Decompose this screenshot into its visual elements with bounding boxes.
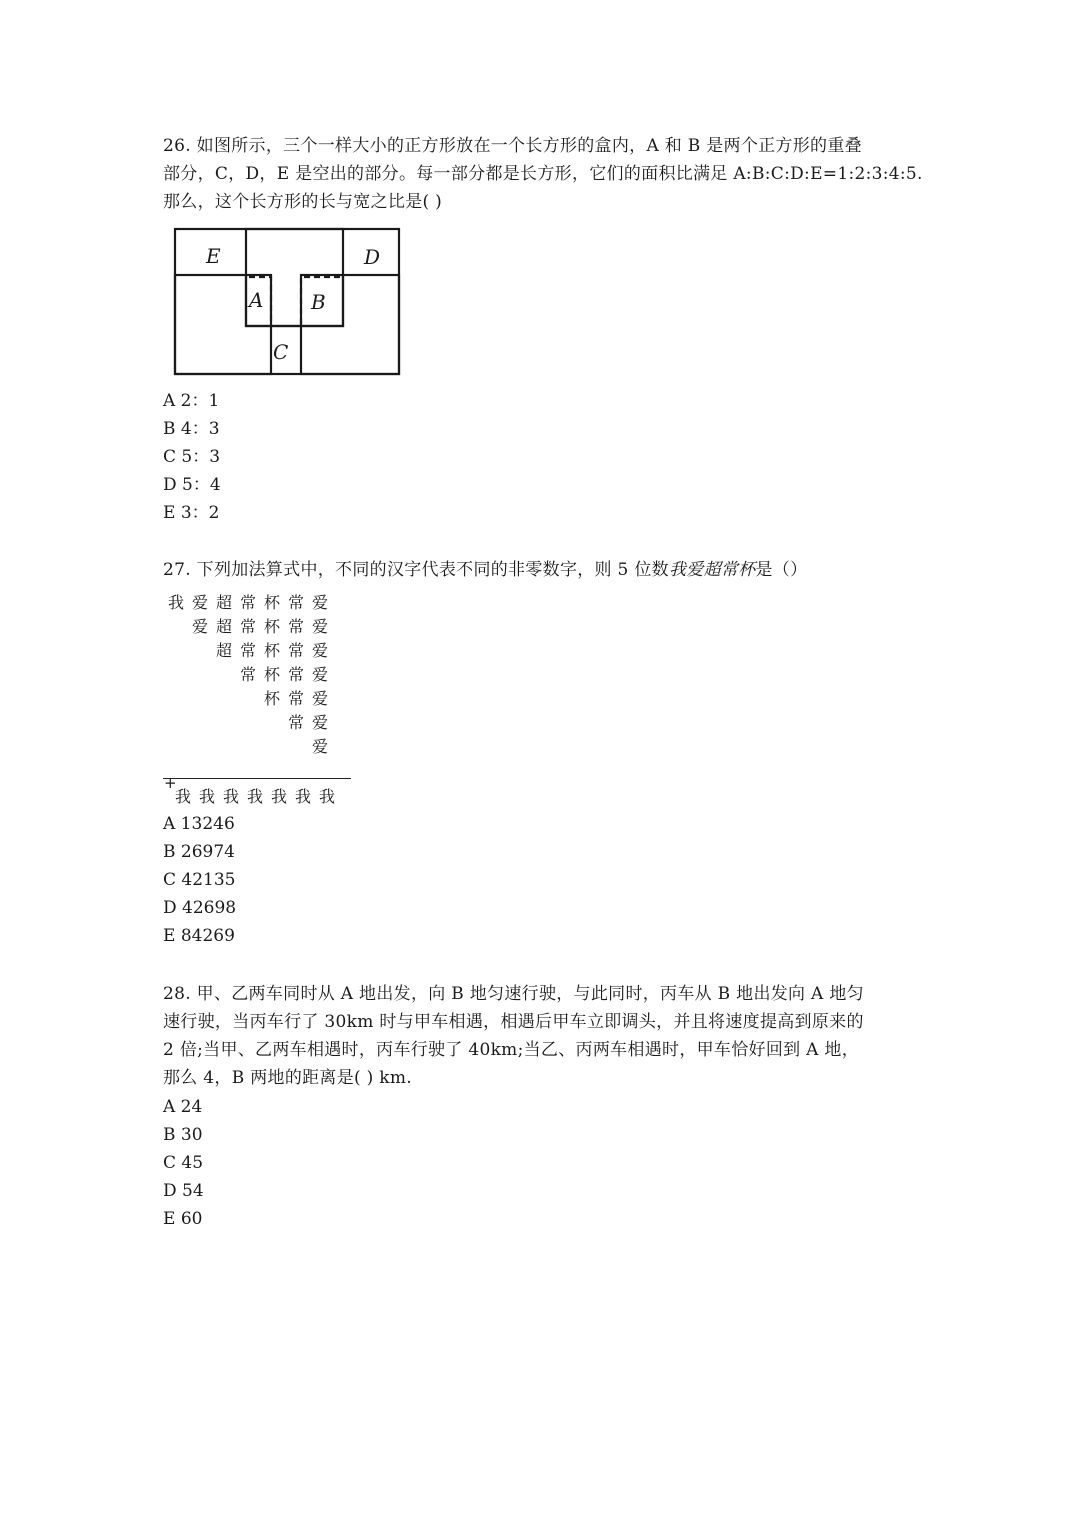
- option-26-d[interactable]: D 5：4: [163, 475, 221, 495]
- question-28-number: 28.: [163, 984, 191, 1004]
- option-28-c[interactable]: C 45: [163, 1153, 204, 1173]
- puzzle-row-1: 我爱超常杯常爱: [167, 593, 336, 612]
- puzzle-row-7: 爱: [311, 737, 336, 756]
- option-27-a[interactable]: A 13246: [163, 814, 235, 834]
- question-26-line-3: 那么，这个长方形的长与宽之比是( ): [163, 192, 443, 212]
- question-26-number: 26.: [163, 136, 191, 156]
- plus-sign: +: [164, 774, 177, 792]
- option-27-e[interactable]: E 84269: [163, 926, 235, 946]
- question-27-number: 27.: [163, 560, 191, 580]
- question-28-line-1: 28. 甲、乙两车同时从 A 地出发，向 B 地匀速行驶，与此同时，丙车从 B 地出发向 A 地匀: [163, 984, 864, 1004]
- puzzle-row-3: 超常杯常爱: [215, 641, 336, 660]
- puzzle-row-5: 杯常爱: [263, 689, 336, 708]
- sum-line: [163, 778, 351, 779]
- question-28-line-3: 2 倍;当甲、乙两车相遇时，丙车行驶了 40km;当乙、丙两车相遇时，甲车恰好回到 A 地，: [163, 1040, 860, 1060]
- option-26-a[interactable]: A 2：1: [163, 391, 220, 411]
- squares-diagram: [172, 226, 404, 378]
- option-27-d[interactable]: D 42698: [163, 898, 237, 918]
- label-b: B: [311, 290, 326, 314]
- label-a: A: [249, 288, 264, 312]
- option-26-c[interactable]: C 5：3: [163, 447, 221, 467]
- puzzle-row-2: 爱超常杯常爱: [191, 617, 336, 636]
- five-digit-number-word: 我爱超常杯: [668, 560, 756, 580]
- puzzle-row-4: 常杯常爱: [239, 665, 336, 684]
- option-26-b[interactable]: B 4：3: [163, 419, 220, 439]
- label-d: D: [364, 245, 381, 269]
- question-27-line-1: 27. 下列加法算式中，不同的汉字代表不同的非零数字，则 5 位数我爱超常杯是（）: [163, 560, 808, 580]
- option-28-a[interactable]: A 24: [163, 1097, 203, 1117]
- option-28-e[interactable]: E 60: [163, 1209, 203, 1229]
- question-28-line-2: 速行驶，当丙车行了 30km 时与甲车相遇，相遇后甲车立即调头，并且将速度提高到原来的: [163, 1012, 864, 1032]
- addition-puzzle: [163, 588, 363, 808]
- option-26-e[interactable]: E 3：2: [163, 503, 220, 523]
- puzzle-row-6: 常爱: [287, 713, 336, 732]
- sum-row: 我我我我我我我: [175, 787, 344, 806]
- question-26-line-1: 26. 如图所示，三个一样大小的正方形放在一个长方形的盒内，A 和 B 是两个正方形的重叠: [163, 136, 862, 156]
- label-e: E: [206, 244, 221, 268]
- question-28-line-4: 那么 4，B 两地的距离是( ) km.: [163, 1068, 413, 1088]
- question-26-line-2: 部分，C，D，E 是空出的部分。每一部分都是长方形，它们的面积比满足 A:B:C:D:E=1:2:3:4:5.: [163, 164, 923, 184]
- option-27-c[interactable]: C 42135: [163, 870, 236, 890]
- option-28-b[interactable]: B 30: [163, 1125, 203, 1145]
- option-27-b[interactable]: B 26974: [163, 842, 235, 862]
- option-28-d[interactable]: D 54: [163, 1181, 204, 1201]
- label-c: C: [273, 340, 289, 364]
